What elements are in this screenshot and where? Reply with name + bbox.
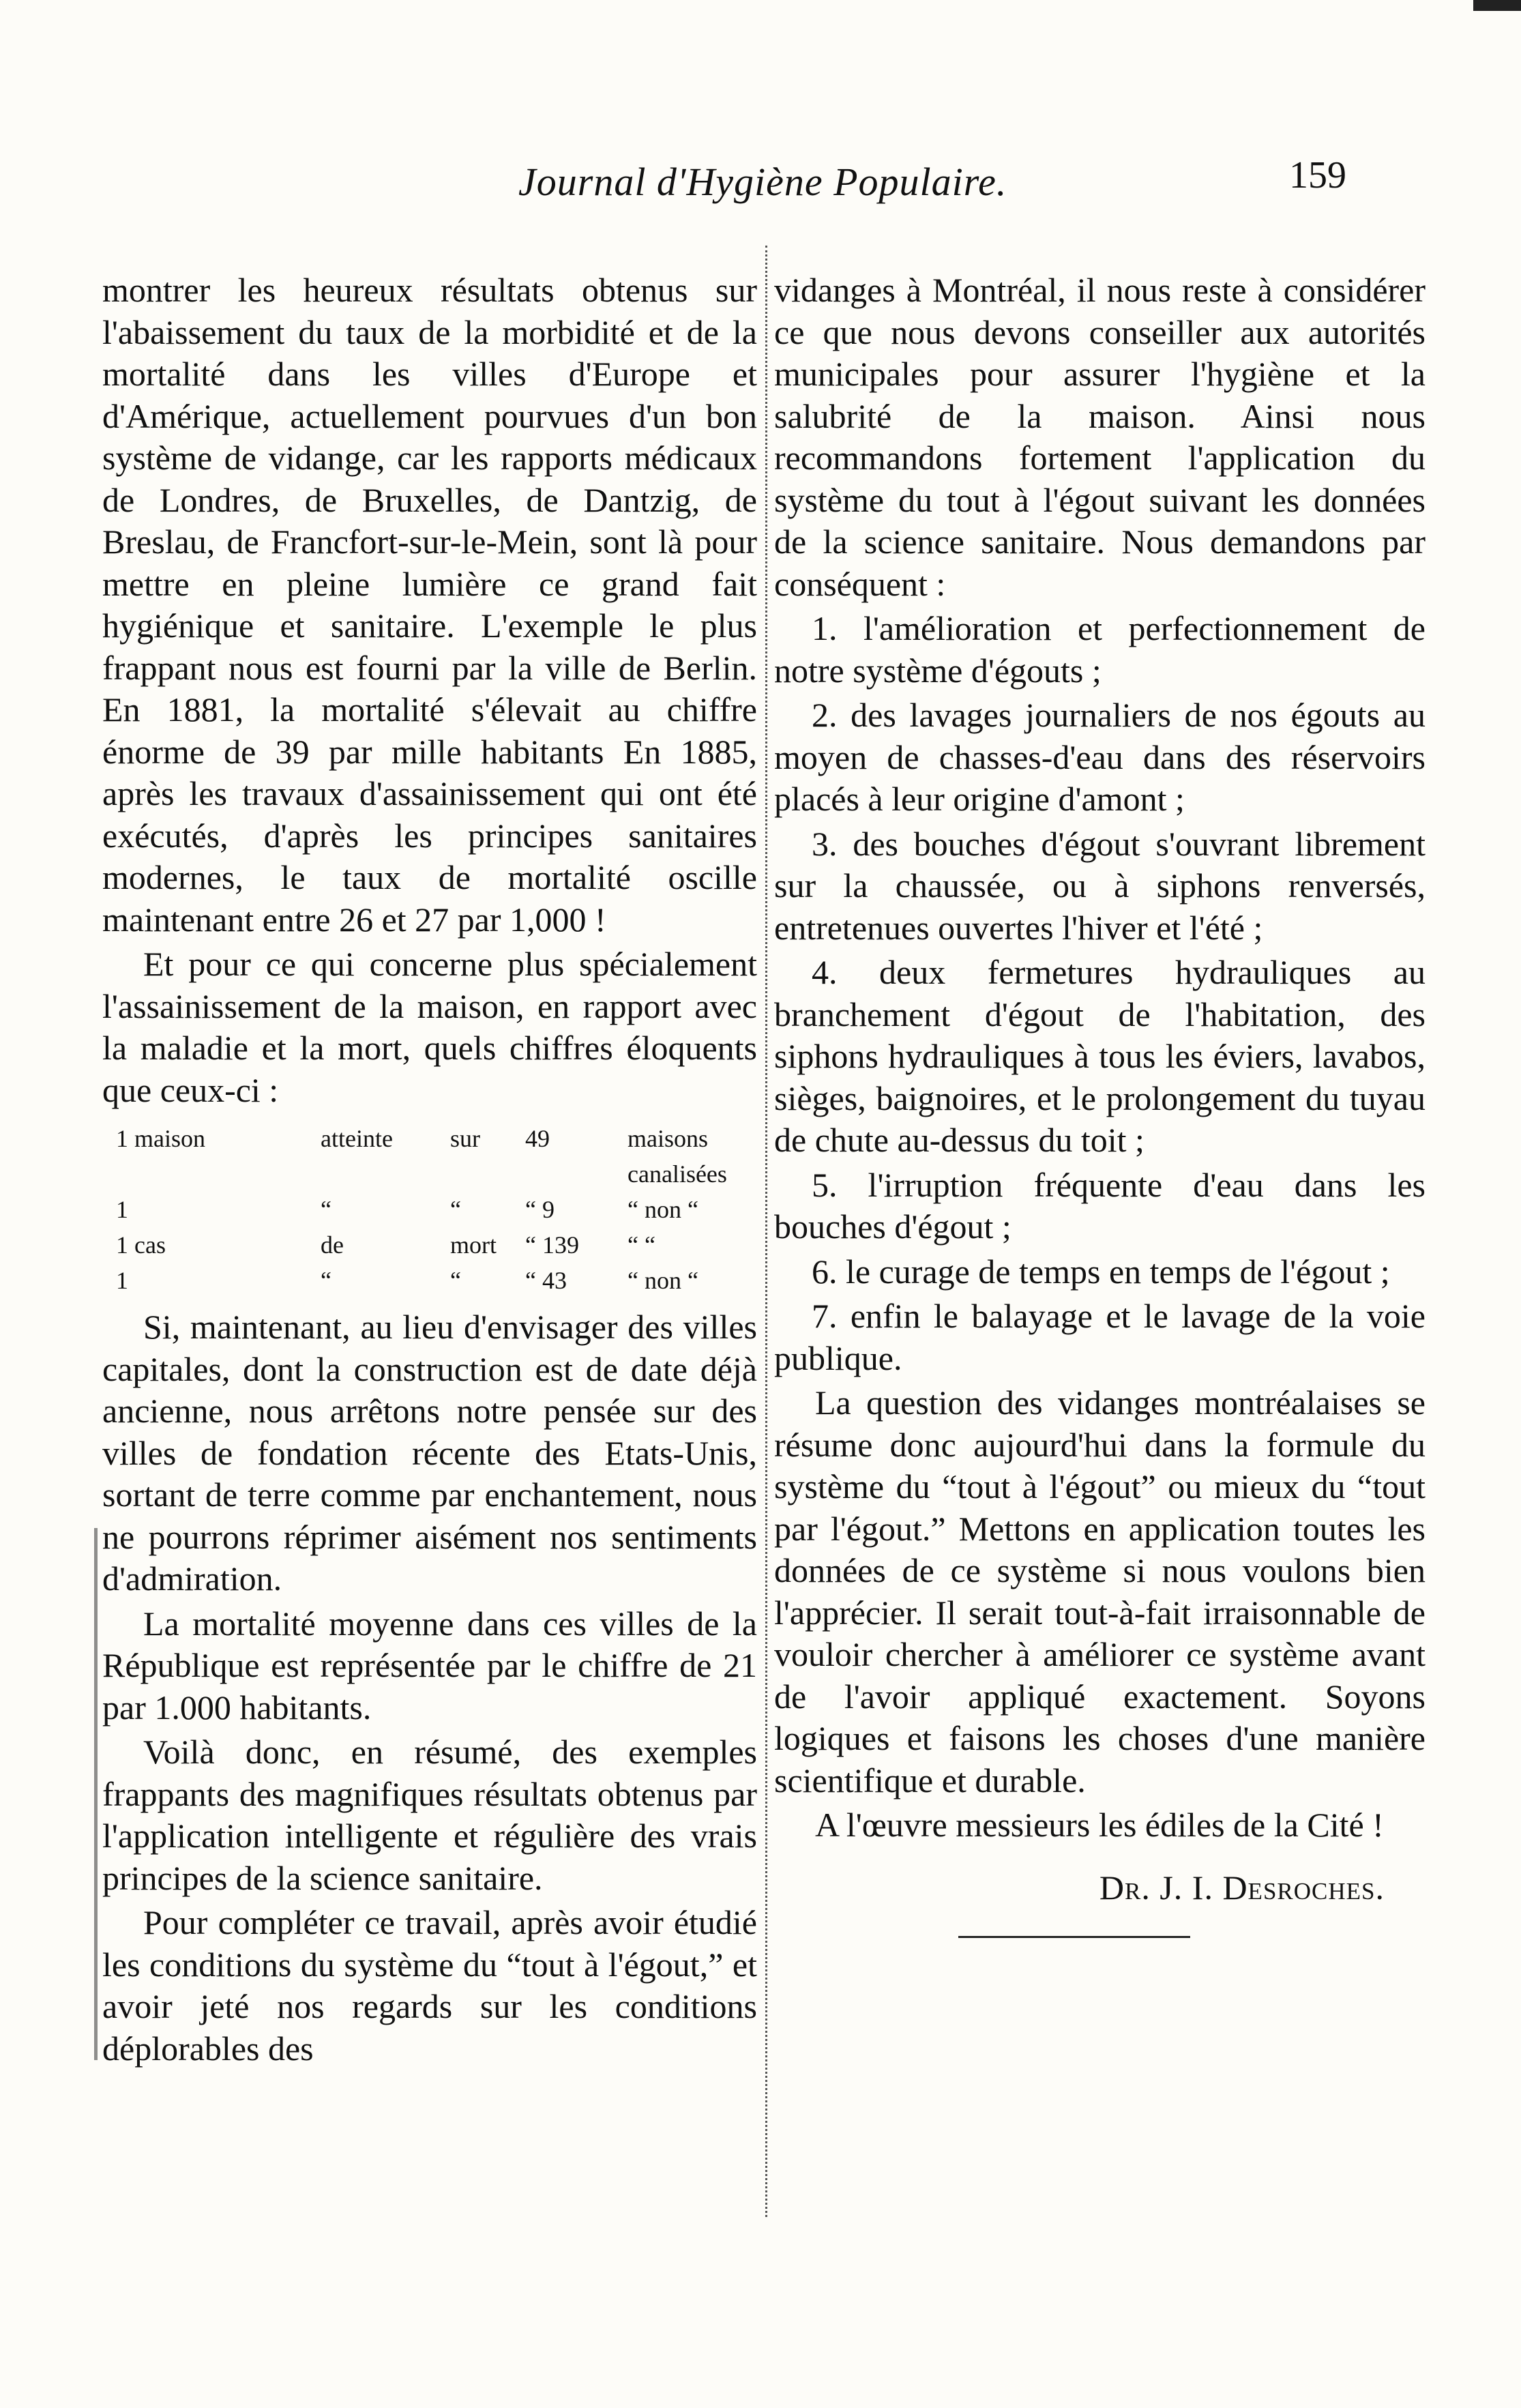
- right-paragraph-1: vidanges à Montréal, il nous reste à considérer ce que nous devons conseiller aux autorités municipales pour assurer l'hygiène et la salubrité de la maison. Ainsi nous recommandons fortement l'application du système du tout à l'égout suivant les données de la science sanitaire. Nous demandons par conséquent :: [774, 271, 1426, 603]
- right-column: [774, 269, 1426, 1938]
- stat-cell: “: [321, 1196, 331, 1223]
- stat-cell: “ non “: [627, 1196, 698, 1223]
- recommendation-item: 7. enfin le balayage et le lavage de la voie publique.: [774, 1297, 1426, 1377]
- column-divider: [765, 246, 769, 2217]
- right-paragraph-2: La question des vidanges montréalaises se résume donc aujourd'hui dans la formule du système du “tout à l'égout” ou mieux du “tout par l'égout.” Mettons en application toutes les données de ce système si nous voulons bien l'apprécier. Il serait tout-à-fait irraisonnable de vouloir chercher à améliorer ce système avant de l'avoir appliqué exactement. Soyons logiques et faisons les choses d'une manière scientifique et durable.: [774, 1383, 1426, 1800]
- left-paragraph-5: Voilà donc, en résumé, des exemples frappants des magnifiques résultats obtenus par l'application intelligente et régulière des vrais principes de la science sanitaire.: [102, 1733, 757, 1897]
- left-paragraph-4: La mortalité moyenne dans ces villes de la République est représentée par le chiffre de 21 par 1.000 habitants.: [102, 1604, 757, 1727]
- recommendation-item: 4. deux fermetures hydrauliques au branchement d'égout de l'habitation, des siphons hydrauliques à tous les éviers, lavabos, sièges, baignoires, et le prolongement du tuyau de chute au-dessus du toit ;: [774, 953, 1426, 1159]
- author-signature: Dr. J. I. Desroches.: [1099, 1868, 1385, 1907]
- stat-cell: “: [450, 1196, 461, 1223]
- stat-cell: “: [450, 1267, 461, 1294]
- statistics-table: [116, 1121, 757, 1298]
- stat-cell: “ 9: [525, 1196, 555, 1223]
- stat-cell: 49: [525, 1125, 550, 1152]
- stat-cell: “ “: [627, 1231, 655, 1259]
- right-paragraph-3: A l'œuvre messieurs les édiles de la Cité !: [815, 1806, 1384, 1844]
- stat-cell: “ non “: [627, 1267, 698, 1294]
- stat-cell: maisons canalisées: [627, 1125, 727, 1188]
- left-paragraph-3: Si, maintenant, au lieu d'envisager des villes capitales, dont la construction est de date déjà ancienne, nous arrêtons notre pensée sur des villes de fondation récente des Etats-Unis, sortant de terre comme par enchantement, nous ne pourrons réprimer aisément nos sentiments d'admiration.: [102, 1308, 757, 1598]
- recommendation-item: 5. l'irruption fréquente d'eau dans les bouches d'égout ;: [774, 1165, 1426, 1246]
- closing-rule: [958, 1936, 1190, 1938]
- stat-cell: 1 maison: [116, 1125, 205, 1152]
- left-paragraph-1: montrer les heureux résultats obtenus sur l'abaissement du taux de la morbidité et de la mortalité dans les villes d'Europe et d'Amérique, actuellement pourvues d'un bon système de vidange, car les rapports médicaux de Londres, de Bruxelles, de Dantzig, de Breslau, de Francfort-sur-le-Mein, sont là pour mettre en pleine lumière ce grand fait hygiénique et sanitaire. L'exemple le plus frappant nous est fourni par la ville de Berlin. En 1881, la mortalité s'élevait au chiffre énorme de 39 par mille habitants En 1885, après les travaux d'assainissement qui ont été exécutés, d'après les principes sanitaires modernes, le taux de mortalité oscille maintenant entre 26 et 27 par 1,000 !: [102, 271, 757, 939]
- stat-cell: “ 43: [525, 1267, 567, 1294]
- left-column: [102, 269, 757, 2070]
- recommendation-item: 3. des bouches d'égout s'ouvrant librement sur la chaussée, ou à siphons renversés, entretenues ouvertes l'hiver et l'été ;: [774, 824, 1426, 947]
- left-paragraph-6: Pour compléter ce travail, après avoir étudié les conditions du système du “tout à l'égout,” et avoir jeté nos regards sur les conditions déplorables des: [102, 1903, 757, 2068]
- stat-cell: 1: [116, 1267, 128, 1294]
- page-corner-mark: [1473, 0, 1521, 11]
- stat-cell: sur: [450, 1125, 480, 1152]
- stat-cell: de: [321, 1231, 344, 1259]
- left-paragraph-2: Et pour ce qui concerne plus spécialement l'assainissement de la maison, en rapport avec la maladie et la mort, quels chiffres éloquents que ceux-ci :: [102, 945, 757, 1109]
- page-number: 159: [1289, 154, 1346, 196]
- recommendation-item: 6. le curage de temps en temps de l'égout ;: [812, 1252, 1390, 1291]
- statistics-row: [116, 1121, 757, 1192]
- running-title: Journal d'Hygiène Populaire.: [518, 160, 1007, 204]
- stat-cell: 1: [116, 1196, 128, 1223]
- stat-cell: 1 cas: [116, 1231, 166, 1259]
- statistics-row: [116, 1227, 757, 1263]
- statistics-row: [116, 1263, 757, 1298]
- recommendation-item: 2. des lavages journaliers de nos égouts au moyen de chasses-d'eau dans des réservoirs placés à leur origine d'amont ;: [774, 696, 1426, 818]
- stat-cell: atteinte: [321, 1125, 393, 1152]
- page-header: [0, 147, 1521, 208]
- stat-cell: “ 139: [525, 1231, 579, 1259]
- statistics-row: [116, 1192, 757, 1227]
- recommendation-item: 1. l'amélioration et perfectionnement de notre système d'égouts ;: [774, 609, 1426, 690]
- stat-cell: “: [321, 1267, 331, 1294]
- stat-cell: mort: [450, 1231, 497, 1259]
